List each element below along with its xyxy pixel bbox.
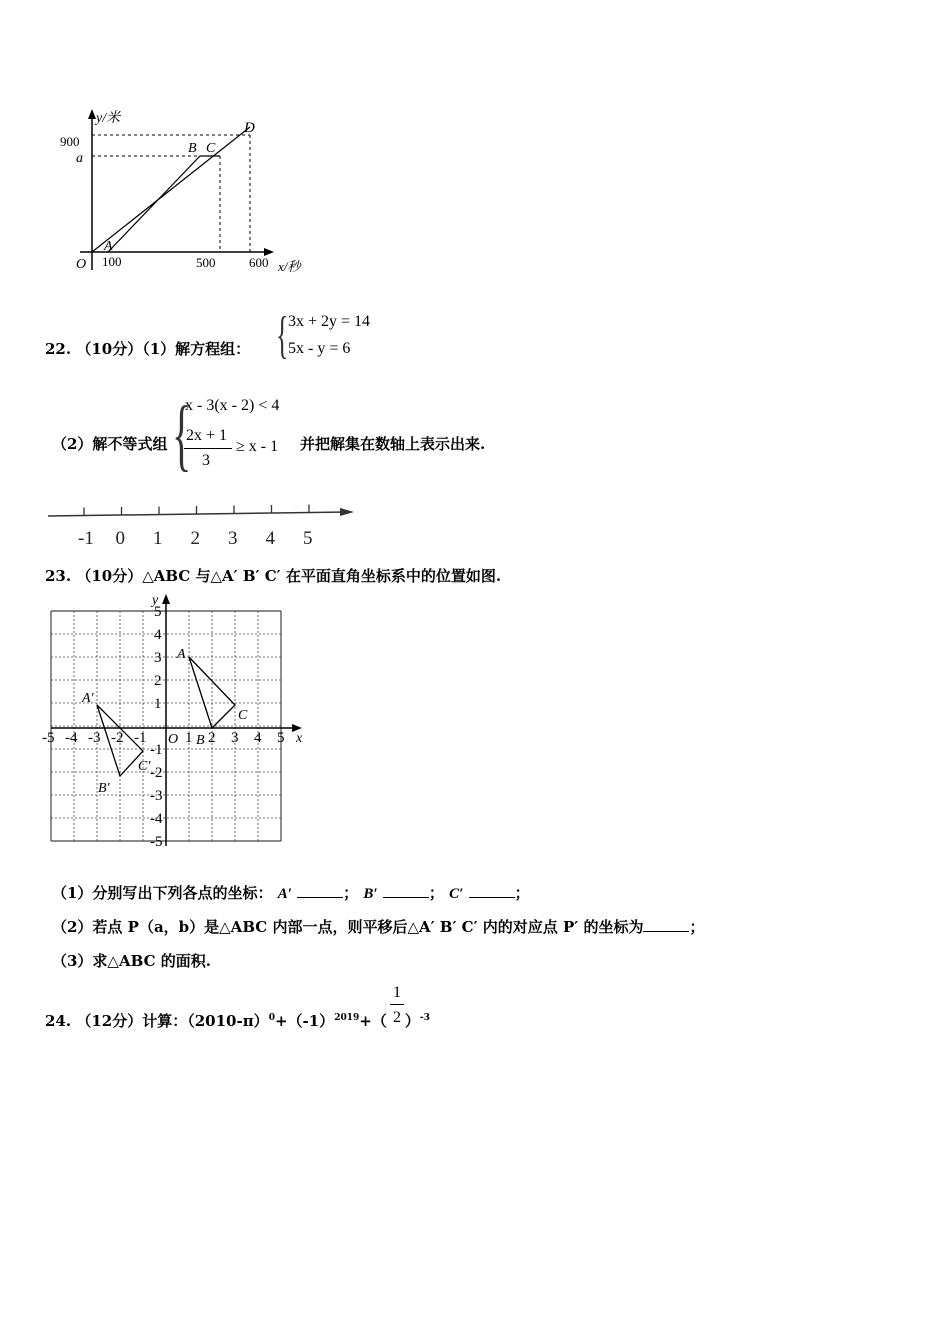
graph1-point-c: C <box>206 141 216 156</box>
q22-part1: （1）解方程组： <box>142 340 251 358</box>
q22-ineq2-rhs: ≥ x - 1 <box>236 438 279 455</box>
q24-label: 计算： <box>142 1012 188 1030</box>
q24-exp-b: 2019 <box>334 1013 360 1023</box>
graph1-tick-500: 500 <box>196 255 216 270</box>
q23-sub3: （3）求△ABC 的面积. <box>52 952 211 970</box>
q22-ineq1: x - 3(x - 2) < 4 <box>185 397 280 414</box>
q22-part2: （2）解不等式组 <box>52 435 168 453</box>
number-line-tick-label: -1 <box>78 528 94 549</box>
answer-blank-b-prime[interactable] <box>383 885 429 898</box>
number-line-tick-label: 1 <box>153 528 163 549</box>
grid-y-tick-label: -5 <box>150 834 163 850</box>
grid-x-tick-label: 2 <box>208 730 216 746</box>
grid-y-tick-label: 2 <box>154 673 162 689</box>
grid-y-tick-label: 5 <box>154 604 162 620</box>
grid-x-tick-label: 4 <box>254 730 262 746</box>
q24-exp-a: 0 <box>268 1013 275 1023</box>
q24-line <box>45 1010 430 1031</box>
graph1-tick-100: 100 <box>102 254 122 269</box>
label-b-prime: B′ <box>98 781 110 796</box>
number-line-arrow <box>340 508 354 516</box>
graph1-origin: O <box>76 257 87 272</box>
q24-frac-den: 2 <box>393 1009 401 1026</box>
q24-number: 24. <box>45 1012 72 1030</box>
q22-part2-tail: 并把解集在数轴上表示出来. <box>300 435 486 453</box>
grid-y-tick-label: 4 <box>154 627 162 643</box>
number-line-tick-label: 0 <box>115 528 125 549</box>
q23-header <box>45 565 501 586</box>
q23-score: （10分） <box>76 567 143 585</box>
grid-x-tick-label: 3 <box>231 730 239 746</box>
grid-x-tick-label: 1 <box>185 730 193 746</box>
label-c: C <box>238 708 248 723</box>
grid-y-tick-label: -2 <box>150 765 163 781</box>
q23-sub1-c: C′ <box>449 886 464 902</box>
q22-ineq2-den: 3 <box>202 452 210 469</box>
q22-ineq2-num: 2x + 1 <box>186 427 228 444</box>
graph1-tick-900: 900 <box>60 134 80 149</box>
graph1-x-label: x/秒 <box>278 259 301 274</box>
q23-sub1: （1）分别写出下列各点的坐标： A′ ； B′ ； C′ ； <box>52 884 530 902</box>
q22-header <box>45 338 250 359</box>
q24-frac-bar <box>390 1004 404 1005</box>
number-line-tick-label: 2 <box>190 528 200 549</box>
q23-sub2: （2）若点 P（a，b）是△ABC 内部一点，则平移后△A′ B′ C′ 内的对应点 P′ 的坐标为 <box>52 918 644 936</box>
grid-y-arrow <box>162 594 170 604</box>
graph1-line-OD <box>92 127 250 252</box>
q22-eq1: 3x + 2y = 14 <box>288 313 371 330</box>
q23-sub1-pre: （1）分别写出下列各点的坐标： <box>52 884 273 902</box>
graph1-point-b: B <box>188 141 197 156</box>
grid-y-tick-label: 3 <box>154 650 162 666</box>
grid-x-tick-label: -1 <box>134 730 147 746</box>
q24-expr-a: （2010-π） <box>187 1012 269 1030</box>
q23-sub1-a: A′ <box>277 886 292 902</box>
q23-stem: △ABC 与△A′ B′ C′ 在平面直角坐标系中的位置如图. <box>142 567 502 585</box>
number-line-tick-label: 3 <box>228 528 238 549</box>
q22-number: 22. <box>45 340 72 358</box>
grid-x-tick-label: -4 <box>65 730 78 746</box>
graph1-y-label: y/米 <box>96 111 121 126</box>
q22-brace-1: { <box>276 307 289 364</box>
q24-score: （12分） <box>76 1012 143 1030</box>
q22-brace-2: { <box>172 391 192 479</box>
grid-y-tick-label: 1 <box>154 696 162 712</box>
grid-y-tick-label: -1 <box>150 742 163 758</box>
number-line <box>40 495 370 555</box>
graph1-line-ABC <box>108 156 220 252</box>
grid-x-tick-label: -3 <box>88 730 101 746</box>
q24-expr-d: ） <box>404 1012 420 1030</box>
graph1-tick-a: a <box>76 151 83 166</box>
answer-blank-p-prime[interactable] <box>643 919 689 932</box>
number-line-tick-label: 4 <box>265 528 275 549</box>
q24-expr-c: +（ <box>359 1012 387 1030</box>
graph1-y-arrow <box>88 109 96 119</box>
q23-sub1-b: B′ <box>363 886 378 902</box>
grid-x-label: x <box>296 731 303 746</box>
number-line-axis <box>48 512 348 516</box>
graph1-tick-600: 600 <box>249 255 269 270</box>
graph1-point-a: A <box>104 239 113 254</box>
q22-frac-bar <box>184 448 232 449</box>
distance-time-graph <box>60 105 330 280</box>
q24-exp-d: -3 <box>419 1013 430 1023</box>
q24-frac-num: 1 <box>393 984 401 1001</box>
q22-eq2: 5x - y = 6 <box>288 340 351 357</box>
q22-score: （10分） <box>76 340 143 358</box>
q24-expr-b: +（-1） <box>274 1012 335 1030</box>
grid-origin: O <box>168 732 179 747</box>
label-a-prime: A′ <box>82 691 94 706</box>
label-c-prime: C′ <box>138 759 151 774</box>
label-b: B <box>196 733 205 748</box>
label-a: A <box>177 647 186 662</box>
answer-blank-c-prime[interactable] <box>469 885 515 898</box>
grid-y-tick-label: -3 <box>150 788 163 804</box>
grid-y-label: y <box>152 593 159 608</box>
graph1-point-d: D <box>244 120 255 136</box>
grid-y-tick-label: -4 <box>150 811 163 827</box>
number-line-tick-label: 5 <box>303 528 313 549</box>
q23-sub2-line: （2）若点 P（a，b）是△ABC 内部一点，则平移后△A′ B′ C′ 内的对应点 P′ 的坐标为 ； <box>52 918 705 936</box>
grid-x-tick-label: 5 <box>277 730 285 746</box>
grid-x-tick-label: -2 <box>111 730 124 746</box>
q23-number: 23. <box>45 567 72 585</box>
coordinate-grid <box>40 590 320 855</box>
grid-x-tick-label: -5 <box>42 730 55 746</box>
answer-blank-a-prime[interactable] <box>297 885 343 898</box>
